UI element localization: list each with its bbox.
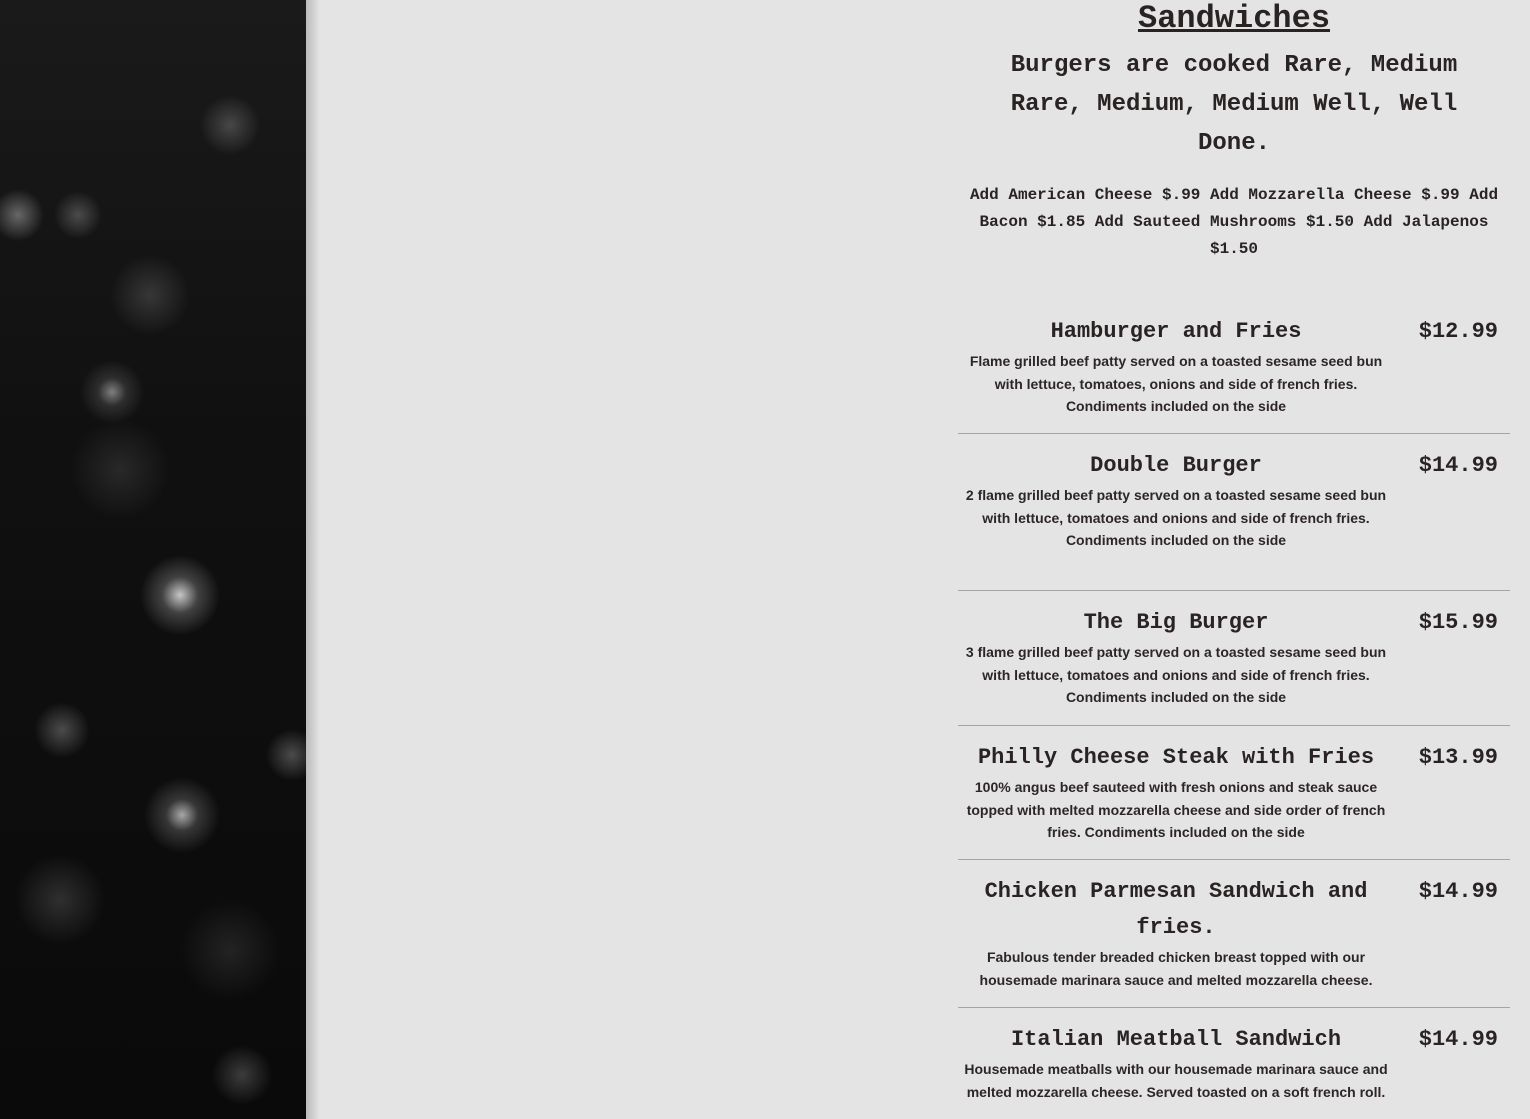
item-description: 2 flame grilled beef patty served on a toasted sesame seed bun with lettuce, tomatoes and onions and side of french fries. Condiments included on the side — [965, 487, 1387, 548]
item-price: $14.99 — [1418, 453, 1498, 478]
item-price: $12.99 — [1418, 319, 1498, 344]
section-title: Sandwiches — [1137, 0, 1331, 37]
item-name: Philly Cheese Steak with Fries — [977, 745, 1375, 770]
item-divider — [958, 859, 1510, 860]
item-name: The Big Burger — [1083, 610, 1269, 635]
item-name: Double Burger — [1090, 453, 1262, 478]
item-price: $15.99 — [1418, 610, 1498, 635]
item-price: $14.99 — [1418, 1027, 1498, 1052]
item-description: 100% angus beef sauteed with fresh onions and steak sauce topped with melted mozzarella cheese and side order of french fries. Condiments included on the side — [966, 779, 1386, 840]
item-divider — [958, 590, 1510, 591]
sidebar-shadow — [306, 0, 320, 1119]
item-description: Fabulous tender breaded chicken breast topped with our housemade marinara sauce and melted mozzarella cheese. — [979, 949, 1373, 988]
item-divider — [958, 1007, 1510, 1008]
sidebar-background-image — [0, 0, 306, 1119]
item-description: Flame grilled beef patty served on a toasted sesame seed bun with lettuce, tomatoes, onions and side of french fries. Condiments included on the side — [969, 353, 1383, 414]
item-name: Chicken Parmesan Sandwich and fries. — [984, 879, 1368, 940]
addons-list: Add American Cheese $.99 Add Mozzarella Cheese $.99 Add Bacon $1.85 Add Sauteed Mushrooms $1.50 Add Jalapenos $1.50 — [969, 186, 1499, 258]
item-price: $14.99 — [1418, 879, 1498, 904]
item-price: $13.99 — [1418, 745, 1498, 770]
item-description: 3 flame grilled beef patty served on a toasted sesame seed bun with lettuce, tomatoes and onions and side of french fries. Condiments included on the side — [965, 644, 1387, 705]
item-description: Housemade meatballs with our housemade marinara sauce and melted mozzarella cheese. Served toasted on a soft french roll. — [964, 1061, 1388, 1100]
item-name: Italian Meatball Sandwich — [1010, 1027, 1342, 1052]
item-name: Hamburger and Fries — [1050, 319, 1302, 344]
item-divider — [958, 725, 1510, 726]
item-divider — [958, 433, 1510, 434]
cooking-note: Burgers are cooked Rare, Medium Rare, Medium, Medium Well, Well Done. — [1010, 52, 1458, 157]
